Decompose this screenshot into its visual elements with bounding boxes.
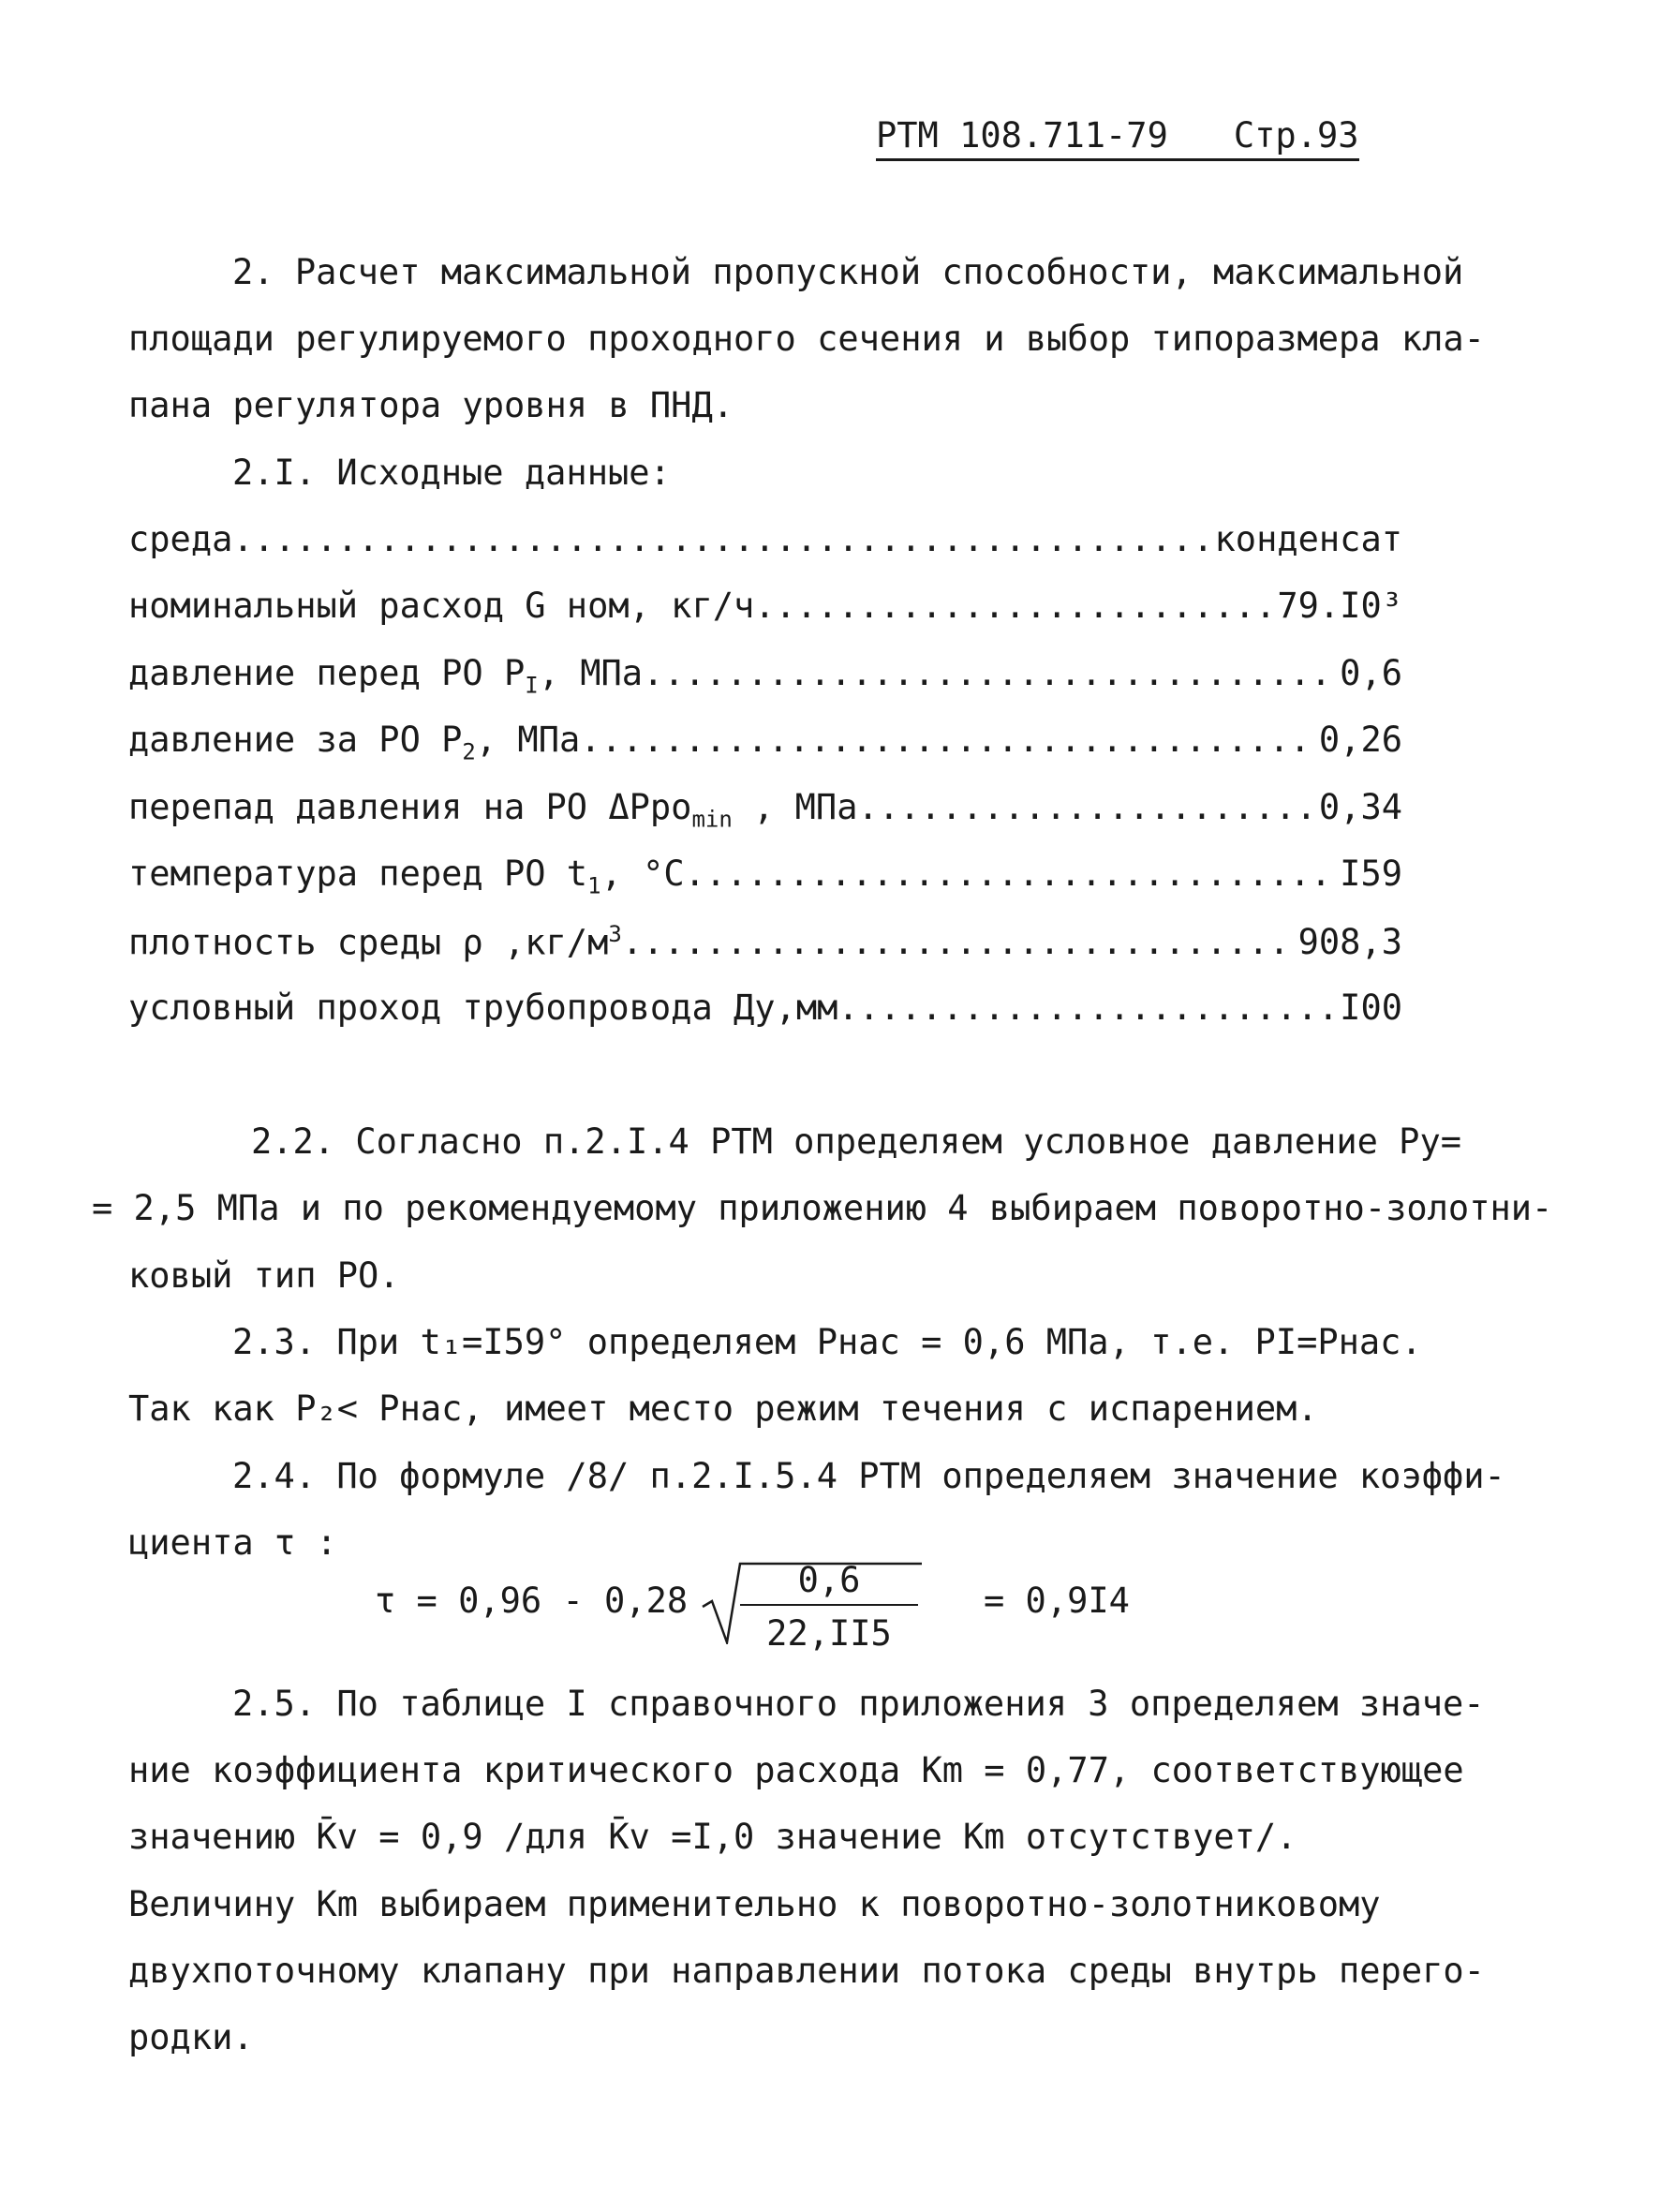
- p23-line1: 2.3. При t₁=I59° определяем Рнас = 0,6 МПа, т.е. PI=Рнас.: [232, 1322, 1422, 1362]
- page-header: [876, 115, 1359, 161]
- section2-line2: площади регулируемого проходного сечения и выбор типоразмера кла-: [128, 319, 1485, 359]
- param-value: 0,26: [1318, 720, 1402, 760]
- param-row-flow: [128, 586, 1402, 626]
- param-row-temperature: [128, 856, 1402, 897]
- param-label-sub: 2: [462, 738, 476, 765]
- p25-line5: двухпоточному клапану при направлении потока среды внутрь перего-: [128, 1951, 1485, 1991]
- param-value: 79.I0³: [1277, 586, 1402, 626]
- param-label-sup: 3: [608, 921, 622, 947]
- param-label-sub: I: [525, 672, 539, 699]
- param-label: номинальный расход G ном, кг/ч: [128, 586, 755, 626]
- leader-dots: [685, 856, 1335, 891]
- param-label: [128, 722, 580, 763]
- param-value: 0,6: [1340, 653, 1402, 693]
- param-value: 0,34: [1318, 787, 1402, 827]
- p23-line2: Так как P₂< Рнас, имеет место режим течения с испарением.: [128, 1388, 1318, 1429]
- leader-dots: [837, 990, 1334, 1025]
- p24-line2: циента τ :: [128, 1522, 337, 1563]
- p25-line2: ние коэффициента критического расхода Km = 0,77, соответствующее: [128, 1750, 1464, 1790]
- param-label-text: температура перед РО t: [128, 854, 588, 894]
- tau-formula: [375, 1560, 1180, 1654]
- leader-dots: [622, 925, 1293, 959]
- param-label: [128, 653, 644, 699]
- param-label: среда: [128, 519, 233, 559]
- p25-line6: родки.: [128, 2017, 254, 2057]
- formula-result: = 0,9I4: [984, 1581, 1130, 1621]
- leader-dots: [580, 722, 1313, 757]
- param-label-tail: , °С: [600, 854, 685, 894]
- leader-dots: [232, 522, 1208, 557]
- param-label: [128, 856, 685, 897]
- param-row-pressure-drop: [128, 787, 1402, 833]
- leader-dots: [754, 588, 1271, 623]
- p24-line1: 2.4. По формуле /8/ п.2.I.5.4 РТМ определяем значение коэффи-: [232, 1456, 1505, 1496]
- document-code: РТМ 108.711-79: [876, 115, 1168, 156]
- p25-line1: 2.5. По таблице I справочного приложения 3 определяем значе-: [232, 1684, 1485, 1724]
- subsection-2-1-title: 2.I. Исходные данные:: [232, 453, 671, 493]
- param-row-density: [128, 921, 1402, 963]
- param-label-text: давление за РО P: [128, 720, 463, 760]
- section2-line3: пана регулятора уровня в ПНД.: [128, 385, 734, 425]
- param-label: условный проход трубопровода Ду,мм: [128, 987, 838, 1028]
- leader-dots: [643, 656, 1334, 690]
- formula-numerator: 0,6: [740, 1560, 918, 1606]
- param-row-nominal-bore: [128, 987, 1402, 1028]
- param-label-text: давление перед РО P: [128, 653, 526, 693]
- param-label-text: плотность среды ρ ,кг/м: [128, 922, 609, 963]
- p22-line3: ковый тип РО.: [128, 1255, 400, 1296]
- formula-lhs: τ = 0,96 - 0,28: [375, 1581, 689, 1621]
- p22-line1: 2.2. Согласно п.2.I.4 РТМ определяем условное давление Ру=: [251, 1121, 1462, 1162]
- param-value: I00: [1340, 987, 1402, 1028]
- p25-line3: значению K̄v = 0,9 /для K̄v =I,0 значение Km отсутствует/.: [128, 1817, 1297, 1857]
- formula-fraction: [740, 1560, 918, 1654]
- p25-line4: Величину Km выбираем применительно к поворотно-золотниковому: [128, 1884, 1381, 1924]
- param-label-text: перепад давления на РО ΔPро: [128, 787, 692, 827]
- param-label-tail: , МПа: [538, 653, 644, 693]
- param-row-pressure-before: [128, 653, 1402, 699]
- leader-dots: [857, 790, 1312, 824]
- param-value: I59: [1340, 854, 1402, 894]
- param-label-sub: min: [691, 806, 733, 833]
- param-label-sub: 1: [587, 872, 601, 899]
- param-row-pressure-after: [128, 722, 1402, 763]
- param-label-tail: , МПа: [732, 787, 858, 827]
- param-label: [128, 787, 858, 833]
- param-value: конденсат: [1214, 519, 1402, 559]
- section2-line1: 2. Расчет максимальной пропускной способности, максимальной: [232, 252, 1464, 292]
- formula-denominator: 22,II5: [766, 1613, 892, 1654]
- param-row-medium: [128, 519, 1402, 559]
- p22-line2: = 2,5 МПа и по рекомендуемому приложению 4 выбираем поворотно-золотни-: [92, 1188, 1553, 1228]
- param-value: 908,3: [1297, 922, 1402, 963]
- param-label: [128, 921, 622, 963]
- param-label-tail: , МПа: [475, 720, 581, 760]
- page-number: Стр.93: [1233, 115, 1359, 156]
